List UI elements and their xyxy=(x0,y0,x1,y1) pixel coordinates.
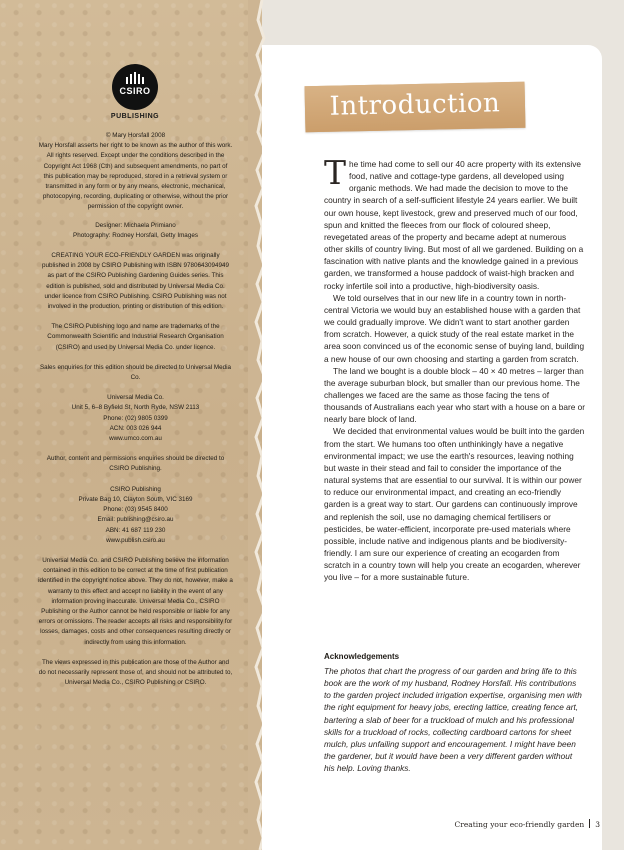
copyright-line: © Mary Horsfall 2008 xyxy=(105,132,166,139)
views-text: The views expressed in this publication are those of the Author and do not necessarily represent those of, and should not be attributed to, Universal Media Co., CSIRO Publishing or CSIRO. xyxy=(38,658,233,687)
csiro-contact xyxy=(38,485,233,546)
umc-address: Unit 5, 6–8 Byfield St, North Ryde, NSW 2113 xyxy=(71,404,200,412)
paragraph xyxy=(324,153,587,292)
csiro-web: www.publish.csiro.au xyxy=(106,536,165,544)
csiro-phone: Phone: (03) 9545 8400 xyxy=(103,506,168,514)
paragraph-2: We told ourselves that in our new life in a country town in north-central Victoria we would buy an established house with a garden that we could gradually improve. We didn't want to start another garden from scratch. However, a quick study of the real estate market in the area soon convinced us of the economic sense of buying land, building a new house of our own choosing and starting a garden from scratch. xyxy=(324,292,585,364)
paragraph-3: The land we bought is a double block – 40 × 40 metres – larger than the average suburban block, but smaller than our previous home. The challenges we faced are the same as those facing the tens of thousands of Australians each year who start with a house on a bare or nearly bare block of land. xyxy=(324,365,586,425)
acknowledgements-title: Acknowledgements xyxy=(324,652,400,661)
csiro-name: CSIRO Publishing xyxy=(110,485,161,493)
csiro-address: Private Bag 10, Clayton South, VIC 3169 xyxy=(78,495,193,503)
footer-separator xyxy=(589,819,590,828)
csiro-logo-bars-icon xyxy=(124,72,146,84)
sales-text: Sales enquiries for this edition should be directed to Universal Media Co. xyxy=(39,363,232,382)
logo-text: CSIRO xyxy=(119,86,151,96)
designer-credit: Designer: Michaela Primiano xyxy=(95,221,176,229)
credits-block xyxy=(38,221,233,241)
photography-credit: Photography: Rodney Horsfall, Getty Images xyxy=(73,231,198,239)
disclaimer-text: Universal Media Co. and CSIRO Publishing believe the information contained in this edition to be correct at the time of first publication identified in the copyright notice above. They do not, however, make a warranty to this effect and accept no liability in the event of any information proving inaccurate. Universal Media Co., CSIRO Publishing or the Author cannot be held responsible or liable for any errors or omissions. The reader accepts all risks and responsibility for losses, damages, costs and other consequences resulting directly or indirectly from using this information. xyxy=(38,556,233,646)
acknowledgements-text: The photos that chart the progress of our garden and bring life to this book are the work of my husband, Rodney Horsfall. His contributions to the garden project included irrigation expertise, organising men with the right equipment for heavy jobs, erecting lattice, creating fence art, bartering a slab of beer for a truckload of mulch and his professional skills for a truckload of rocks, collecting cardboard cartons for sheet mulch, plus unfailing support and encouragement. I might have been the gardener, but it would have been a very different garden without his help. Loving thanks. xyxy=(324,666,582,774)
page-number: 3 xyxy=(595,820,600,829)
title-banner xyxy=(305,82,526,133)
paragraph-1-text: he time had come to sell our 40 acre property with its extensive food, native and cottage-type gardens, all developed using organic methods. We had made the decision to move to the country in search of a self-sufficient lifestyle 24 years earlier. We built our own house, kept livestock, grew and preserved much of our food, spun and knitted the fleeces from our flock of coloured sheep, revegetated areas of the property and became adept at numerous other skills of country living. But most of all we gardened. Building on a fascination with native plants and the knowledge gained in a previous garden, we transformed a house paddock of waist-high bracken and rocky infertile soil into a productive, high-biodiversity oasis. xyxy=(324,159,584,291)
publishing-label: PUBLISHING xyxy=(110,113,160,120)
footer-book-title: Creating your eco-friendly garden xyxy=(454,820,585,829)
chapter-title: Introduction xyxy=(329,88,501,122)
umc-name: Universal Media Co. xyxy=(107,394,164,402)
copyright-text: Mary Horsfall asserts her right to be known as the author of this work. All rights reserved. Except under the conditions described in the Copyright Act 1968 (Cth) and subsequent amendments, no part of this publication may be reproduced, stored in a retrieval system or transmitted in any form or by any means, electronic, mechanical, photocopying, recording, duplicating or otherwise, without the prior permission of the copyright owner. xyxy=(38,142,233,211)
umc-contact xyxy=(38,393,233,444)
umc-acn: ACN: 003 026 944 xyxy=(109,424,162,432)
copyright-block xyxy=(38,131,233,213)
edition-text: CREATING YOUR ECO-FRIENDLY GARDEN was originally published in 2008 by CSIRO Publishing with ISBN 9780643094949 as part of the CSIRO Publishing Gardening Guides series. This edition is published, sold and distributed by Universal Media Co. under licence from CSIRO Publishing. CSIRO Publishing was not involved in the production, printing or distribution of this edition. xyxy=(42,252,229,311)
csiro-email: Email: publishing@csiro.au xyxy=(97,516,174,524)
page-footer xyxy=(440,819,600,829)
trademark-text: The CSIRO Publishing logo and name are trademarks of the Commonwealth Scientific and Industrial Research Organisation (CSIRO) and used by Universal Media Co. under licence. xyxy=(47,323,224,351)
author-enquiries: Author, content and permissions enquiries should be directed to CSIRO Publishing. xyxy=(46,455,225,473)
imprint-block xyxy=(38,131,233,698)
umc-phone: Phone: (02) 9805 0399 xyxy=(103,414,168,422)
drop-cap: T xyxy=(324,153,347,192)
umc-web: www.umco.com.au xyxy=(109,435,162,443)
csiro-abn: ABN: 41 687 119 230 xyxy=(105,526,166,534)
paragraph-4: We decided that environmental values would be built into the garden from the start. We humans too often unthinkingly have a negative environmental impact; we use the earth's resources, leaving nothing but waste in their stead and fail to consider the importance of the natural systems that are essential to our survival. It is within our power to reduce our environmental impact, and creating an eco-friendly garden is a great way to start. Our gardens can continuously improve and replenish the soil, use no damaging chemical fertilisers or pesticides, be water-efficient, incorporate pre-used materials where possible, include native and indigenous plants and be biodiversity-friendly. I am sure our experience of creating an ecogarden from scratch in a country town will help you create an ecogarden, wherever you live – for a more sustainable future. xyxy=(324,426,585,583)
chapter-body xyxy=(324,153,587,583)
